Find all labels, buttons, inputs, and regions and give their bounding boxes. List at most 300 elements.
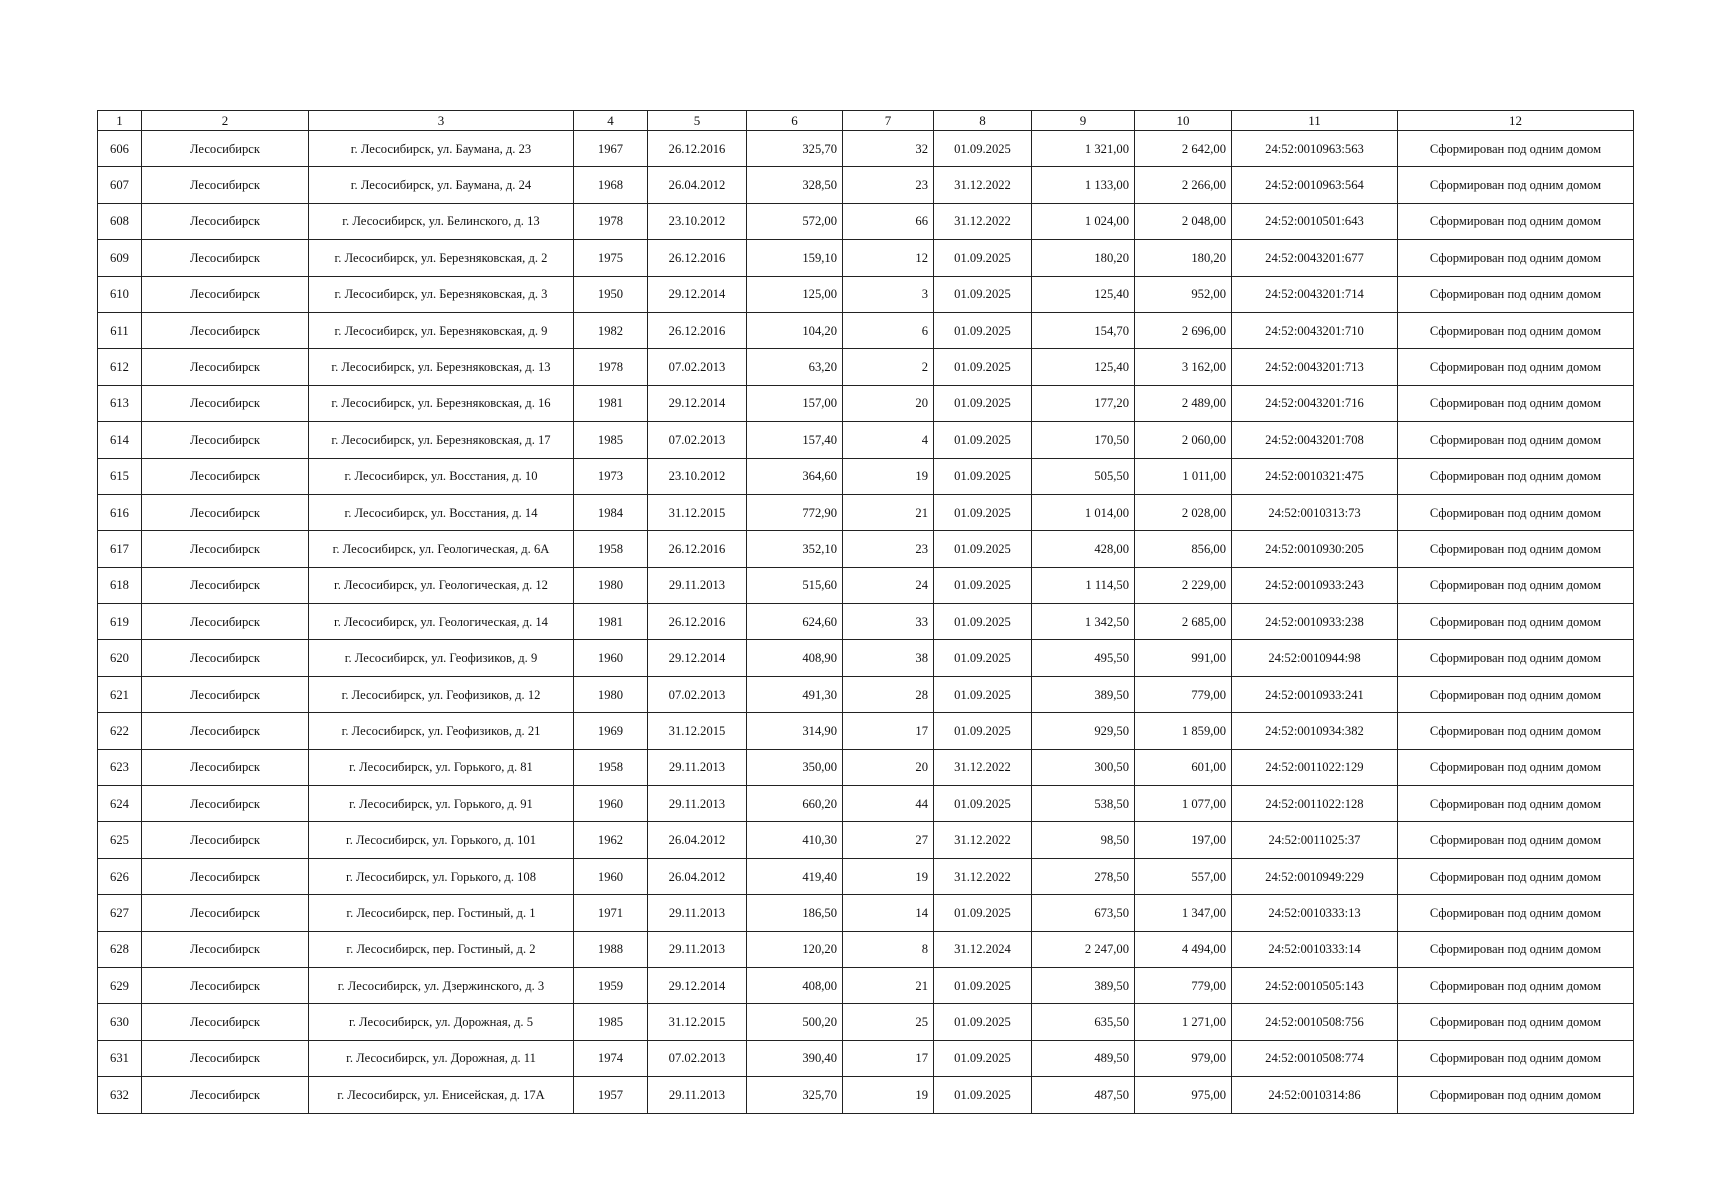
- cell-area-b: 180,20: [1135, 240, 1232, 276]
- cell-count: 33: [843, 604, 934, 640]
- cell-count: 20: [843, 749, 934, 785]
- cell-deadline-date: 01.09.2025: [934, 312, 1032, 348]
- table-row: [98, 494, 1634, 530]
- table-row: [98, 531, 1634, 567]
- cell-area-a: 2 247,00: [1032, 931, 1135, 967]
- table-row: [98, 713, 1634, 749]
- cell-area-a: 170,50: [1032, 422, 1135, 458]
- cell-status: Сформирован под одним домом: [1398, 967, 1634, 1003]
- cell-city: Лесосибирск: [142, 494, 309, 530]
- cell-cadastral-number: 24:52:0043201:714: [1232, 276, 1398, 312]
- cell-area-b: 979,00: [1135, 1040, 1232, 1076]
- cell-address: г. Лесосибирск, ул. Белинского, д. 13: [309, 203, 574, 239]
- table-row: [98, 822, 1634, 858]
- cell-area-b: 1 077,00: [1135, 786, 1232, 822]
- cell-area-a: 180,20: [1032, 240, 1135, 276]
- cell-build-year: 1984: [574, 494, 648, 530]
- cell-area-a: 154,70: [1032, 312, 1135, 348]
- table-row: [98, 349, 1634, 385]
- cell-address: г. Лесосибирск, ул. Геофизиков, д. 21: [309, 713, 574, 749]
- cell-cadastral-number: 24:52:0010933:238: [1232, 604, 1398, 640]
- cell-build-year: 1985: [574, 1004, 648, 1040]
- cell-area-a: 125,40: [1032, 276, 1135, 312]
- cell-row-number: 625: [98, 822, 142, 858]
- cell-status: Сформирован под одним домом: [1398, 1040, 1634, 1076]
- cell-address: г. Лесосибирск, ул. Березняковская, д. 9: [309, 312, 574, 348]
- cell-address: г. Лесосибирск, ул. Дорожная, д. 5: [309, 1004, 574, 1040]
- cell-deadline-date: 31.12.2022: [934, 167, 1032, 203]
- cell-area: 390,40: [747, 1040, 843, 1076]
- cell-inclusion-date: 07.02.2013: [648, 1040, 747, 1076]
- cell-area-b: 4 494,00: [1135, 931, 1232, 967]
- table-body: [98, 131, 1634, 1114]
- cell-row-number: 616: [98, 494, 142, 530]
- cell-count: 23: [843, 167, 934, 203]
- cell-cadastral-number: 24:52:0010933:241: [1232, 676, 1398, 712]
- cell-cadastral-number: 24:52:0010963:564: [1232, 167, 1398, 203]
- cell-city: Лесосибирск: [142, 531, 309, 567]
- cell-build-year: 1978: [574, 349, 648, 385]
- cell-build-year: 1973: [574, 458, 648, 494]
- cell-build-year: 1980: [574, 676, 648, 712]
- cell-inclusion-date: 26.12.2016: [648, 604, 747, 640]
- cell-area-a: 98,50: [1032, 822, 1135, 858]
- table-row: [98, 240, 1634, 276]
- table-row: [98, 203, 1634, 239]
- cell-area-a: 487,50: [1032, 1077, 1135, 1113]
- cell-row-number: 607: [98, 167, 142, 203]
- table-row: [98, 604, 1634, 640]
- column-header-1: 1: [98, 111, 142, 131]
- cell-build-year: 1985: [574, 422, 648, 458]
- column-header-6: 6: [747, 111, 843, 131]
- cell-count: 66: [843, 203, 934, 239]
- cell-address: г. Лесосибирск, ул. Горького, д. 108: [309, 858, 574, 894]
- cell-area-b: 1 011,00: [1135, 458, 1232, 494]
- cell-count: 6: [843, 312, 934, 348]
- cell-area: 364,60: [747, 458, 843, 494]
- cell-area-b: 779,00: [1135, 676, 1232, 712]
- cell-status: Сформирован под одним домом: [1398, 640, 1634, 676]
- cell-address: г. Лесосибирск, ул. Березняковская, д. 16: [309, 385, 574, 421]
- column-header-11: 11: [1232, 111, 1398, 131]
- cell-city: Лесосибирск: [142, 1040, 309, 1076]
- cell-cadastral-number: 24:52:0010944:98: [1232, 640, 1398, 676]
- cell-city: Лесосибирск: [142, 349, 309, 385]
- table-row: [98, 858, 1634, 894]
- table-header: [98, 111, 1634, 131]
- cell-row-number: 617: [98, 531, 142, 567]
- cell-build-year: 1971: [574, 895, 648, 931]
- cell-area: 325,70: [747, 1077, 843, 1113]
- cell-city: Лесосибирск: [142, 458, 309, 494]
- column-header-4: 4: [574, 111, 648, 131]
- cell-city: Лесосибирск: [142, 713, 309, 749]
- cell-inclusion-date: 29.11.2013: [648, 567, 747, 603]
- cell-area-b: 601,00: [1135, 749, 1232, 785]
- cell-inclusion-date: 29.11.2013: [648, 749, 747, 785]
- cell-deadline-date: 31.12.2022: [934, 822, 1032, 858]
- cell-inclusion-date: 29.12.2014: [648, 640, 747, 676]
- cell-deadline-date: 31.12.2024: [934, 931, 1032, 967]
- cell-row-number: 628: [98, 931, 142, 967]
- cell-row-number: 618: [98, 567, 142, 603]
- cell-status: Сформирован под одним домом: [1398, 458, 1634, 494]
- cell-cadastral-number: 24:52:0011025:37: [1232, 822, 1398, 858]
- cell-build-year: 1988: [574, 931, 648, 967]
- cell-count: 4: [843, 422, 934, 458]
- cell-row-number: 621: [98, 676, 142, 712]
- cell-status: Сформирован под одним домом: [1398, 822, 1634, 858]
- cell-area: 408,90: [747, 640, 843, 676]
- table-row: [98, 676, 1634, 712]
- cell-area-a: 538,50: [1032, 786, 1135, 822]
- cell-count: 19: [843, 458, 934, 494]
- cell-count: 20: [843, 385, 934, 421]
- cell-build-year: 1974: [574, 1040, 648, 1076]
- cell-status: Сформирован под одним домом: [1398, 422, 1634, 458]
- cell-area: 314,90: [747, 713, 843, 749]
- cell-row-number: 608: [98, 203, 142, 239]
- cell-row-number: 609: [98, 240, 142, 276]
- cell-city: Лесосибирск: [142, 604, 309, 640]
- cell-deadline-date: 01.09.2025: [934, 458, 1032, 494]
- cell-deadline-date: 31.12.2022: [934, 749, 1032, 785]
- cell-address: г. Лесосибирск, ул. Березняковская, д. 17: [309, 422, 574, 458]
- cell-area-a: 389,50: [1032, 967, 1135, 1003]
- cell-address: г. Лесосибирск, ул. Горького, д. 81: [309, 749, 574, 785]
- cell-area: 159,10: [747, 240, 843, 276]
- cell-count: 2: [843, 349, 934, 385]
- cell-area-b: 2 489,00: [1135, 385, 1232, 421]
- cell-count: 21: [843, 967, 934, 1003]
- cell-status: Сформирован под одним домом: [1398, 604, 1634, 640]
- cell-area-a: 635,50: [1032, 1004, 1135, 1040]
- cell-address: г. Лесосибирск, ул. Горького, д. 101: [309, 822, 574, 858]
- cell-cadastral-number: 24:52:0010934:382: [1232, 713, 1398, 749]
- table-row: [98, 640, 1634, 676]
- table-row: [98, 1040, 1634, 1076]
- header-row: [98, 111, 1634, 131]
- cell-cadastral-number: 24:52:0043201:710: [1232, 312, 1398, 348]
- cell-cadastral-number: 24:52:0010313:73: [1232, 494, 1398, 530]
- cell-row-number: 619: [98, 604, 142, 640]
- cell-inclusion-date: 23.10.2012: [648, 458, 747, 494]
- cell-build-year: 1980: [574, 567, 648, 603]
- cell-city: Лесосибирск: [142, 567, 309, 603]
- cell-area-b: 1 271,00: [1135, 1004, 1232, 1040]
- cell-build-year: 1967: [574, 131, 648, 167]
- cell-count: 25: [843, 1004, 934, 1040]
- cell-inclusion-date: 26.12.2016: [648, 240, 747, 276]
- cell-inclusion-date: 29.12.2014: [648, 276, 747, 312]
- cell-area-b: 2 642,00: [1135, 131, 1232, 167]
- cell-build-year: 1981: [574, 604, 648, 640]
- cell-inclusion-date: 26.04.2012: [648, 858, 747, 894]
- table-row: [98, 895, 1634, 931]
- cell-city: Лесосибирск: [142, 167, 309, 203]
- cell-cadastral-number: 24:52:0010333:14: [1232, 931, 1398, 967]
- cell-cadastral-number: 24:52:0010321:475: [1232, 458, 1398, 494]
- cell-address: г. Лесосибирск, ул. Геофизиков, д. 12: [309, 676, 574, 712]
- cell-city: Лесосибирск: [142, 312, 309, 348]
- cell-count: 3: [843, 276, 934, 312]
- table-row: [98, 786, 1634, 822]
- cell-cadastral-number: 24:52:0011022:128: [1232, 786, 1398, 822]
- cell-count: 21: [843, 494, 934, 530]
- table-row: [98, 458, 1634, 494]
- cell-cadastral-number: 24:52:0010963:563: [1232, 131, 1398, 167]
- column-header-10: 10: [1135, 111, 1232, 131]
- cell-city: Лесосибирск: [142, 676, 309, 712]
- cell-deadline-date: 01.09.2025: [934, 531, 1032, 567]
- cell-count: 19: [843, 1077, 934, 1113]
- cell-deadline-date: 01.09.2025: [934, 276, 1032, 312]
- cell-deadline-date: 01.09.2025: [934, 385, 1032, 421]
- cell-row-number: 606: [98, 131, 142, 167]
- cell-area-b: 2 696,00: [1135, 312, 1232, 348]
- cell-build-year: 1978: [574, 203, 648, 239]
- cell-count: 19: [843, 858, 934, 894]
- cell-cadastral-number: 24:52:0043201:677: [1232, 240, 1398, 276]
- cell-area: 419,40: [747, 858, 843, 894]
- table-row: [98, 967, 1634, 1003]
- cell-count: 12: [843, 240, 934, 276]
- cell-area-a: 1 024,00: [1032, 203, 1135, 239]
- cell-row-number: 624: [98, 786, 142, 822]
- cell-address: г. Лесосибирск, пер. Гостиный, д. 2: [309, 931, 574, 967]
- cell-status: Сформирован под одним домом: [1398, 713, 1634, 749]
- cell-area: 352,10: [747, 531, 843, 567]
- cell-inclusion-date: 29.11.2013: [648, 1077, 747, 1113]
- cell-inclusion-date: 31.12.2015: [648, 713, 747, 749]
- cell-area: 408,00: [747, 967, 843, 1003]
- cell-row-number: 611: [98, 312, 142, 348]
- cell-build-year: 1958: [574, 531, 648, 567]
- cell-deadline-date: 31.12.2022: [934, 858, 1032, 894]
- cell-deadline-date: 01.09.2025: [934, 349, 1032, 385]
- cell-status: Сформирован под одним домом: [1398, 203, 1634, 239]
- cell-deadline-date: 01.09.2025: [934, 786, 1032, 822]
- cell-count: 17: [843, 1040, 934, 1076]
- cell-row-number: 613: [98, 385, 142, 421]
- cell-area: 350,00: [747, 749, 843, 785]
- cell-area-a: 929,50: [1032, 713, 1135, 749]
- cell-cadastral-number: 24:52:0010501:643: [1232, 203, 1398, 239]
- cell-inclusion-date: 29.11.2013: [648, 931, 747, 967]
- table-row: [98, 749, 1634, 785]
- cell-area-b: 856,00: [1135, 531, 1232, 567]
- cell-cadastral-number: 24:52:0043201:713: [1232, 349, 1398, 385]
- cell-area-a: 505,50: [1032, 458, 1135, 494]
- column-header-7: 7: [843, 111, 934, 131]
- cell-inclusion-date: 26.12.2016: [648, 131, 747, 167]
- cell-area-b: 2 060,00: [1135, 422, 1232, 458]
- table-row: [98, 385, 1634, 421]
- cell-area: 104,20: [747, 312, 843, 348]
- cell-area-b: 2 028,00: [1135, 494, 1232, 530]
- cell-count: 38: [843, 640, 934, 676]
- cell-deadline-date: 01.09.2025: [934, 713, 1032, 749]
- cell-status: Сформирован под одним домом: [1398, 895, 1634, 931]
- cell-area-b: 991,00: [1135, 640, 1232, 676]
- cell-count: 23: [843, 531, 934, 567]
- cell-cadastral-number: 24:52:0043201:716: [1232, 385, 1398, 421]
- cell-status: Сформирован под одним домом: [1398, 531, 1634, 567]
- cell-area-b: 2 685,00: [1135, 604, 1232, 640]
- cell-deadline-date: 01.09.2025: [934, 240, 1032, 276]
- cell-area-b: 2 048,00: [1135, 203, 1232, 239]
- cell-status: Сформирован под одним домом: [1398, 1004, 1634, 1040]
- column-header-8: 8: [934, 111, 1032, 131]
- cell-count: 24: [843, 567, 934, 603]
- column-header-12: 12: [1398, 111, 1634, 131]
- cell-deadline-date: 01.09.2025: [934, 895, 1032, 931]
- cell-inclusion-date: 26.04.2012: [648, 822, 747, 858]
- cell-address: г. Лесосибирск, ул. Баумана, д. 23: [309, 131, 574, 167]
- cell-area-a: 1 114,50: [1032, 567, 1135, 603]
- cell-area-b: 779,00: [1135, 967, 1232, 1003]
- cell-status: Сформирован под одним домом: [1398, 749, 1634, 785]
- table-row: [98, 931, 1634, 967]
- cell-cadastral-number: 24:52:0010933:243: [1232, 567, 1398, 603]
- cell-area-a: 1 321,00: [1032, 131, 1135, 167]
- cell-area-b: 1 347,00: [1135, 895, 1232, 931]
- cell-area-b: 975,00: [1135, 1077, 1232, 1113]
- cell-deadline-date: 01.09.2025: [934, 1040, 1032, 1076]
- cell-city: Лесосибирск: [142, 240, 309, 276]
- cell-inclusion-date: 07.02.2013: [648, 422, 747, 458]
- cell-row-number: 620: [98, 640, 142, 676]
- cell-cadastral-number: 24:52:0010930:205: [1232, 531, 1398, 567]
- cell-status: Сформирован под одним домом: [1398, 1077, 1634, 1113]
- cell-build-year: 1981: [574, 385, 648, 421]
- cell-status: Сформирован под одним домом: [1398, 786, 1634, 822]
- cell-build-year: 1958: [574, 749, 648, 785]
- column-header-2: 2: [142, 111, 309, 131]
- cell-cadastral-number: 24:52:0010314:86: [1232, 1077, 1398, 1113]
- cell-city: Лесосибирск: [142, 276, 309, 312]
- cell-address: г. Лесосибирск, ул. Баумана, д. 24: [309, 167, 574, 203]
- cell-address: г. Лесосибирск, пер. Гостиный, д. 1: [309, 895, 574, 931]
- cell-deadline-date: 01.09.2025: [934, 967, 1032, 1003]
- cell-build-year: 1969: [574, 713, 648, 749]
- cell-area: 491,30: [747, 676, 843, 712]
- cell-address: г. Лесосибирск, ул. Дзержинского, д. 3: [309, 967, 574, 1003]
- cell-row-number: 632: [98, 1077, 142, 1113]
- cell-inclusion-date: 29.11.2013: [648, 895, 747, 931]
- document-page: [97, 110, 1633, 1114]
- cell-build-year: 1968: [574, 167, 648, 203]
- cell-city: Лесосибирск: [142, 131, 309, 167]
- cell-count: 8: [843, 931, 934, 967]
- cell-deadline-date: 01.09.2025: [934, 131, 1032, 167]
- cell-city: Лесосибирск: [142, 640, 309, 676]
- cell-build-year: 1957: [574, 1077, 648, 1113]
- cell-count: 14: [843, 895, 934, 931]
- cell-count: 17: [843, 713, 934, 749]
- cell-row-number: 622: [98, 713, 142, 749]
- cell-city: Лесосибирск: [142, 1004, 309, 1040]
- cell-inclusion-date: 29.11.2013: [648, 786, 747, 822]
- cell-area-a: 428,00: [1032, 531, 1135, 567]
- cell-count: 27: [843, 822, 934, 858]
- table-row: [98, 1004, 1634, 1040]
- cell-status: Сформирован под одним домом: [1398, 312, 1634, 348]
- cell-area: 660,20: [747, 786, 843, 822]
- cell-inclusion-date: 07.02.2013: [648, 676, 747, 712]
- cell-deadline-date: 01.09.2025: [934, 1077, 1032, 1113]
- cell-inclusion-date: 26.12.2016: [648, 531, 747, 567]
- cell-area: 157,00: [747, 385, 843, 421]
- table-row: [98, 567, 1634, 603]
- cell-row-number: 623: [98, 749, 142, 785]
- cell-city: Лесосибирск: [142, 203, 309, 239]
- cell-deadline-date: 31.12.2022: [934, 203, 1032, 239]
- cell-area-a: 495,50: [1032, 640, 1135, 676]
- cell-city: Лесосибирск: [142, 822, 309, 858]
- cell-status: Сформирован под одним домом: [1398, 494, 1634, 530]
- cell-cadastral-number: 24:52:0010508:774: [1232, 1040, 1398, 1076]
- cell-area: 515,60: [747, 567, 843, 603]
- column-header-5: 5: [648, 111, 747, 131]
- cell-status: Сформирован под одним домом: [1398, 931, 1634, 967]
- cell-area-a: 673,50: [1032, 895, 1135, 931]
- cell-build-year: 1959: [574, 967, 648, 1003]
- cell-area: 63,20: [747, 349, 843, 385]
- cell-area-a: 125,40: [1032, 349, 1135, 385]
- cell-inclusion-date: 23.10.2012: [648, 203, 747, 239]
- column-header-3: 3: [309, 111, 574, 131]
- cell-address: г. Лесосибирск, ул. Березняковская, д. 2: [309, 240, 574, 276]
- cell-area-a: 1 014,00: [1032, 494, 1135, 530]
- cell-row-number: 630: [98, 1004, 142, 1040]
- cell-address: г. Лесосибирск, ул. Геологическая, д. 14: [309, 604, 574, 640]
- cell-area: 624,60: [747, 604, 843, 640]
- cell-area: 500,20: [747, 1004, 843, 1040]
- cell-row-number: 614: [98, 422, 142, 458]
- cell-area-b: 2 229,00: [1135, 567, 1232, 603]
- table-row: [98, 312, 1634, 348]
- cell-address: г. Лесосибирск, ул. Геологическая, д. 12: [309, 567, 574, 603]
- cell-build-year: 1960: [574, 640, 648, 676]
- cell-city: Лесосибирск: [142, 1077, 309, 1113]
- cell-area: 186,50: [747, 895, 843, 931]
- cell-count: 28: [843, 676, 934, 712]
- cell-city: Лесосибирск: [142, 895, 309, 931]
- cell-address: г. Лесосибирск, ул. Енисейская, д. 17А: [309, 1077, 574, 1113]
- cell-address: г. Лесосибирск, ул. Восстания, д. 14: [309, 494, 574, 530]
- cell-area: 410,30: [747, 822, 843, 858]
- cell-area: 120,20: [747, 931, 843, 967]
- cell-area-a: 278,50: [1032, 858, 1135, 894]
- table-row: [98, 167, 1634, 203]
- cell-address: г. Лесосибирск, ул. Березняковская, д. 3: [309, 276, 574, 312]
- cell-build-year: 1960: [574, 786, 648, 822]
- cell-area-b: 1 859,00: [1135, 713, 1232, 749]
- cell-deadline-date: 01.09.2025: [934, 567, 1032, 603]
- cell-area-b: 2 266,00: [1135, 167, 1232, 203]
- cell-inclusion-date: 07.02.2013: [648, 349, 747, 385]
- cell-deadline-date: 01.09.2025: [934, 1004, 1032, 1040]
- cell-address: г. Лесосибирск, ул. Дорожная, д. 11: [309, 1040, 574, 1076]
- cell-build-year: 1975: [574, 240, 648, 276]
- cell-build-year: 1962: [574, 822, 648, 858]
- cell-city: Лесосибирск: [142, 931, 309, 967]
- table-row: [98, 422, 1634, 458]
- table-row: [98, 1077, 1634, 1113]
- cell-row-number: 629: [98, 967, 142, 1003]
